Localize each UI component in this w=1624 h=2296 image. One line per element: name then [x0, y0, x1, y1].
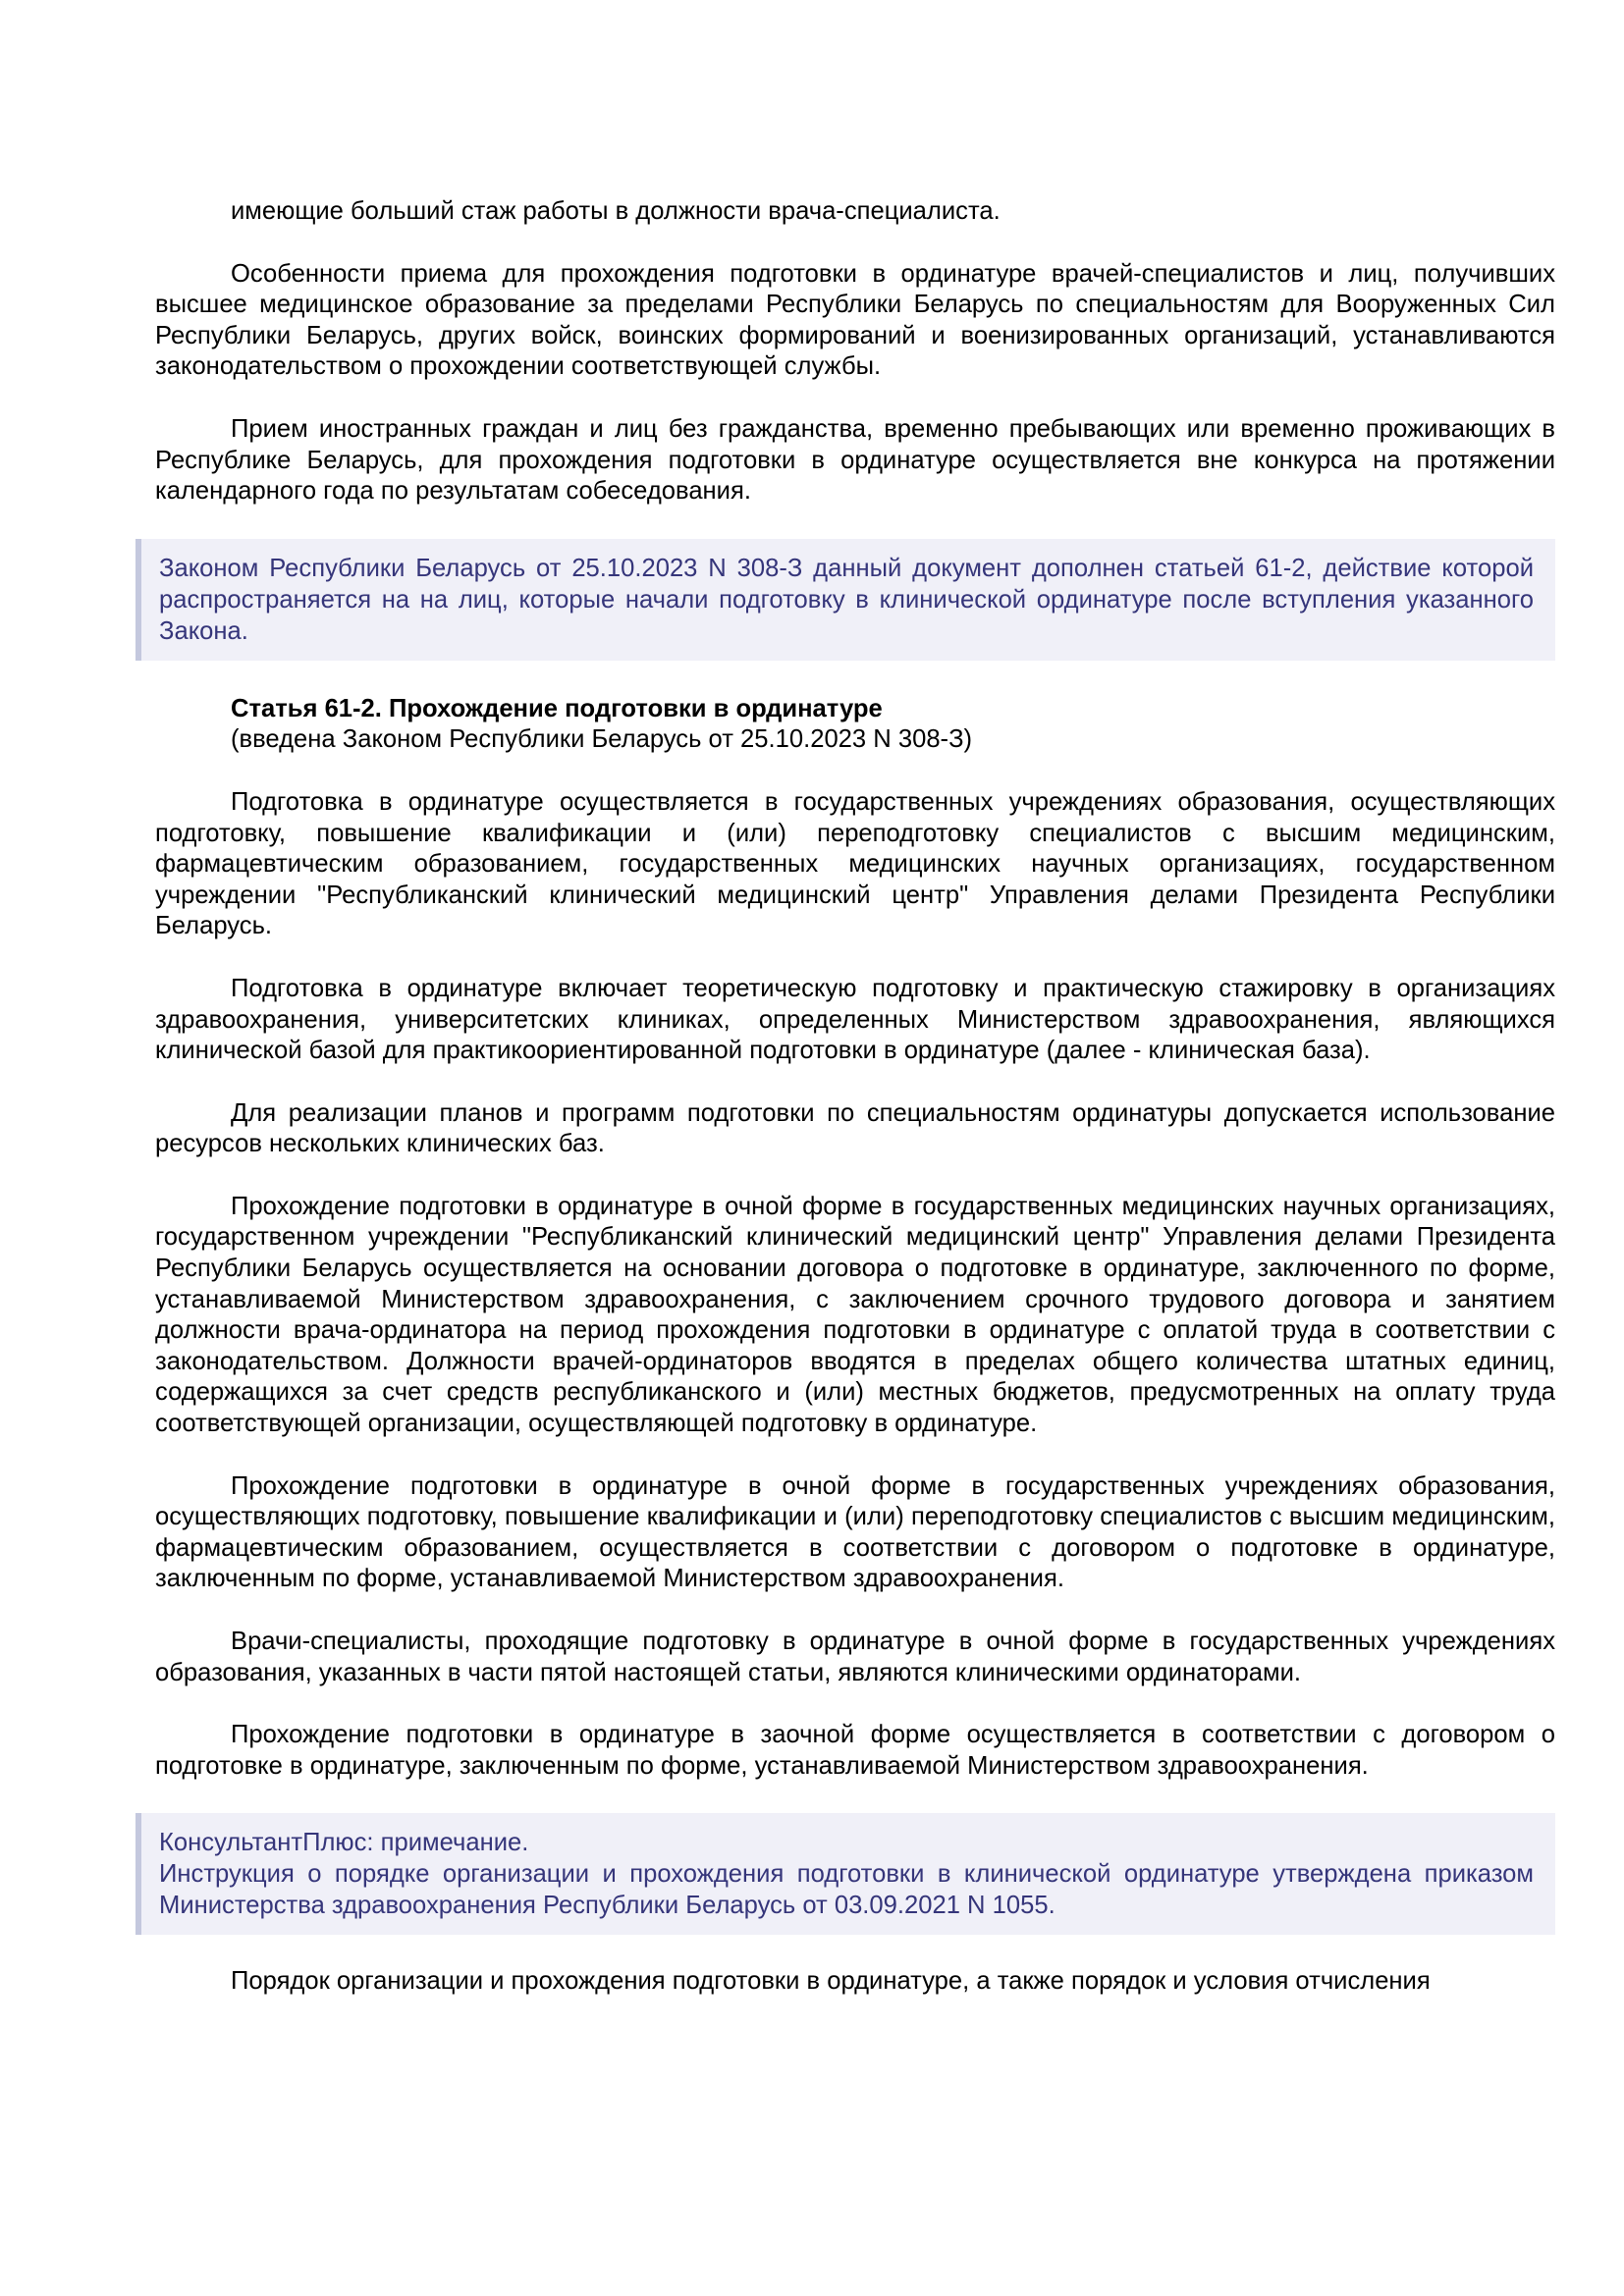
document-page	[155, 196, 1555, 1998]
paragraph-4: Прохождение подготовки в ординатуре в очной форме в государственных медицинских научных организациях, государственном учреждении "Республиканский клинический медицинский центр" Управления делами Президента Республики Беларусь осуществляется на основании договора о подготовке в ординатуре, заключенного по форме, устанавливаемой Министерством здравоохранения, с заключением срочного трудового договора и занятием должности врача-ординатора на период прохождения подготовки в ординатуре с оплатой труда в соответствии с законодательством. Должности врачей-ординаторов вводятся в пределах общего количества штатных единиц, содержащихся за счет средств республиканского и (или) местных бюджетов, предусмотренных на оплату труда соответствующей организации, осуществляющей подготовку в ординатуре.	[155, 1192, 1555, 1438]
paragraph-6: Врачи-специалисты, проходящие подготовку в ординатуре в очной форме в государственных учреждениях образования, указанных в части пятой настоящей статьи, являются клиническими ординаторами.	[155, 1628, 1555, 1686]
article-subtitle: (введена Законом Республики Беларусь от 25.10.2023 N 308-З)	[231, 725, 973, 754]
paragraph-8: Порядок организации и прохождения подготовки в ординатуре, а также порядок и условия отчисления	[231, 1967, 1431, 1996]
consultant-note-text: Инструкция о порядке организации и прохождения подготовки в клинической ординатуре утверждена приказом Министерства здравоохранения Республики Беларусь от 03.09.2021 N 1055.	[159, 1860, 1534, 1920]
article-title: Статья 61-2. Прохождение подготовки в ординатуре	[231, 694, 883, 722]
paragraph-1: Подготовка в ординатуре осуществляется в государственных учреждениях образования, осуществляющих подготовку, повышение квалификации и (или) переподготовку специалистов с высшим медицинским, фармацевтическим образованием, государственных медицинских научных организациях, государственном учреждении "Республиканский клинический медицинский центр" Управления делами Президента Республики Беларусь.	[155, 787, 1555, 940]
paragraph-military: Особенности приема для прохождения подготовки в ординатуре врачей-специалистов и лиц, получивших высшее медицинское образование за пределами Республики Беларусь по специальностям для Вооруженных Сил Республики Беларусь, других войск, воинских формирований и военизированных организаций, устанавливаются законодательством о прохождении соответствующей службы.	[155, 259, 1555, 381]
paragraph-2: Подготовка в ординатуре включает теоретическую подготовку и практическую стажировку в организациях здравоохранения, университетских клиниках, определенных Министерством здравоохранения, являющихся клинической базой для практикоориентированной подготовки в ординатуре (далее - клиническая база).	[155, 974, 1555, 1065]
editorial-note-text: Законом Республики Беларусь от 25.10.2023 N 308-З данный документ дополнен статьей 61-2, действие которой распространяется на на лиц, которые начали подготовку в клинической ординатуре после вступления указанного Закона.	[159, 554, 1534, 645]
consultant-note	[135, 1813, 1555, 1935]
paragraph-foreign: Прием иностранных граждан и лиц без гражданства, временно пребывающих или временно проживающих в Республике Беларусь, для прохождения подготовки в ординатуре осуществляется вне конкурса на протяжении календарного года по результатам собеседования.	[155, 414, 1555, 506]
paragraph-intro: имеющие больший стаж работы в должности врача-специалиста.	[231, 197, 1001, 225]
paragraph-3: Для реализации планов и программ подготовки по специальностям ординатуры допускается использование ресурсов нескольких клинических баз.	[155, 1098, 1555, 1158]
editorial-note	[135, 539, 1555, 661]
paragraph-5: Прохождение подготовки в ординатуре в очной форме в государственных учреждениях образования, осуществляющих подготовку, повышение квалификации и (или) переподготовку специалистов с высшим медицинским, фармацевтическим образованием, осуществляется в соответствии с договором о подготовке в ординатуре, заключенным по форме, устанавливаемой Министерством здравоохранения.	[155, 1471, 1555, 1593]
paragraph-7: Прохождение подготовки в ординатуре в заочной форме осуществляется в соответствии с договором о подготовке в ординатуре, заключенным по форме, устанавливаемой Министерством здравоохранения.	[155, 1721, 1555, 1780]
consultant-note-label: КонсультантПлюс: примечание.	[159, 1829, 529, 1857]
